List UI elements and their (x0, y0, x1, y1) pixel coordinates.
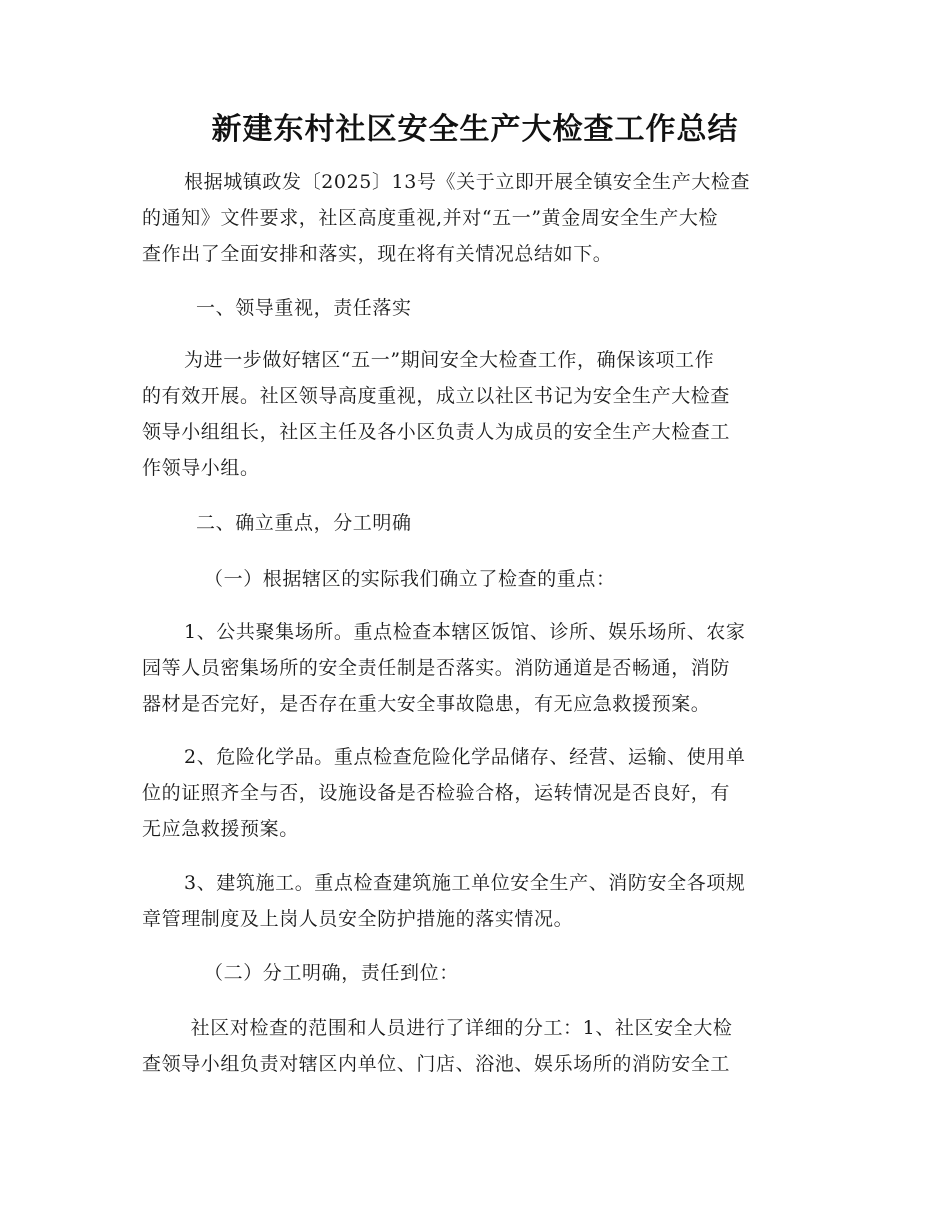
item-2-paragraph (142, 739, 810, 847)
item-1-paragraph (142, 614, 810, 722)
item-2-line-1: 2、危险化学品。重点检查危险化学品储存、经营、运输、使用单 (184, 746, 746, 768)
section-1-line-1: 为进一步做好辖区“五一”期间安全大检查工作，确保该项工作 (184, 349, 715, 371)
sub-section-2-heading: （二）分工明确，责任到位： (204, 962, 459, 984)
sub-section-1-heading: （一）根据辖区的实际我们确立了检查的重点： (204, 568, 616, 590)
item-3-paragraph (142, 865, 810, 937)
intro-paragraph (142, 164, 810, 272)
section-1-line-2: 的有效开展。社区领导高度重视，成立以社区书记为安全生产大检查 (142, 385, 731, 407)
section-1-line-3: 领导小组组长，社区主任及各小区负责人为成员的安全生产大检查工 (142, 421, 731, 443)
section-2-heading: 二、确立重点，分工明确 (196, 512, 412, 534)
intro-line-3: 查作出了全面安排和落实，现在将有关情况总结如下。 (142, 243, 613, 265)
item-1-line-3: 器材是否完好，是否存在重大安全事故隐患，有无应急救援预案。 (142, 693, 711, 715)
item-1-line-1: 1、公共聚集场所。重点检查本辖区饭馆、诊所、娱乐场所、农家 (184, 621, 746, 643)
item-3-line-2: 章管理制度及上岗人员安全防护措施的落实情况。 (142, 908, 574, 930)
division-line-1: 社区对检查的范围和人员进行了详细的分工：1、社区安全大检 (184, 1017, 733, 1039)
intro-line-2: 的通知》文件要求，社区高度重视,并对“五一”黄金周安全生产大检 (142, 207, 719, 229)
item-2-line-3: 无应急救援预案。 (142, 818, 299, 840)
division-paragraph (142, 1010, 810, 1082)
item-2-line-2: 位的证照齐全与否，设施设备是否检验合格，运转情况是否良好，有 (142, 782, 731, 804)
document-title: 新建东村社区安全生产大检查工作总结 (211, 112, 739, 147)
section-1-line-4: 作领导小组。 (142, 457, 260, 479)
item-1-line-2: 园等人员密集场所的安全责任制是否落实。消防通道是否畅通，消防 (142, 657, 731, 679)
intro-line-1: 根据城镇政发〔2025〕13号《关于立即开展全镇安全生产大检查 (184, 171, 751, 193)
section-1-heading: 一、领导重视，责任落实 (196, 297, 412, 319)
item-3-line-1: 3、建筑施工。重点检查建筑施工单位安全生产、消防安全各项规 (184, 872, 746, 894)
section-1-paragraph (142, 342, 810, 486)
division-line-2: 查领导小组负责对辖区内单位、门店、浴池、娱乐场所的消防安全工 (142, 1053, 731, 1075)
